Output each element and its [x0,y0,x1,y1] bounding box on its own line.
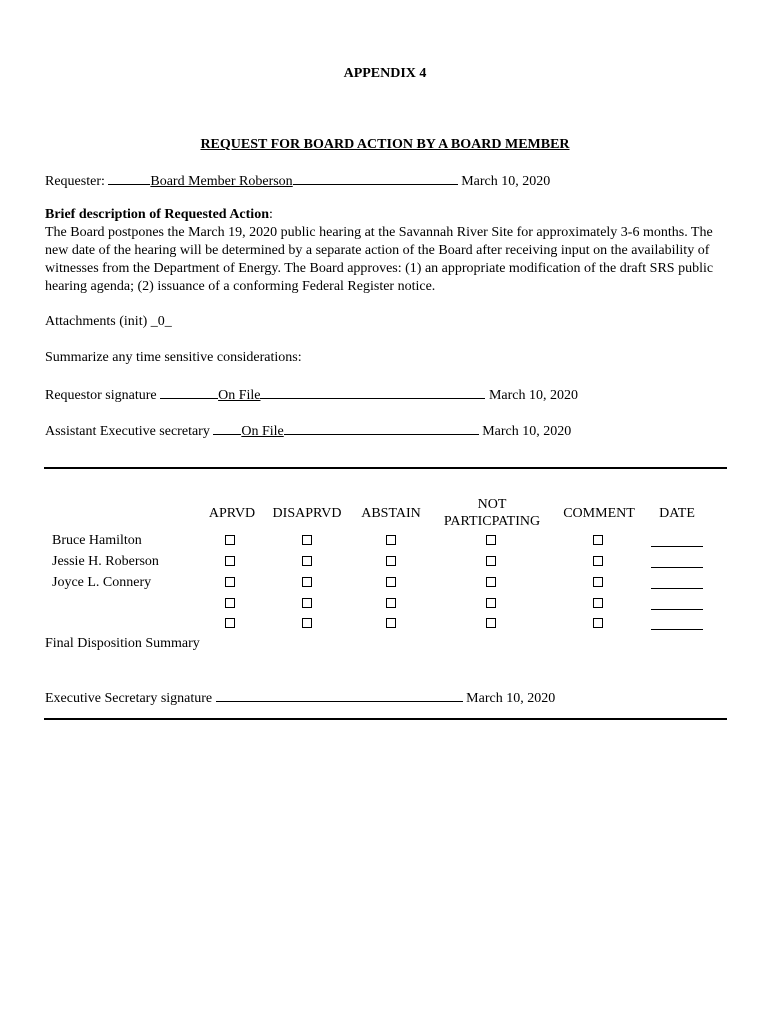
section-divider-top [44,467,727,469]
blank-line [108,172,150,185]
aprvd-checkbox[interactable] [225,535,235,545]
date-field[interactable] [651,629,703,630]
requester-label: Requester: [45,174,105,189]
requestor-signature-value[interactable]: On File [218,388,261,403]
requester-date: March 10, 2020 [461,174,551,189]
disaprvd-checkbox[interactable] [302,535,312,545]
comment-checkbox[interactable] [593,556,603,566]
exec-signature-label: Executive Secretary signature [45,691,213,706]
requester-name[interactable]: Board Member Roberson [150,174,293,189]
col-aprvd: APRVD [208,506,256,521]
disaprvd-checkbox[interactable] [302,618,312,628]
abstain-checkbox[interactable] [386,577,396,587]
time-sensitive-line: Summarize any time sensitive considerations: [45,350,302,365]
blank-line [160,386,218,399]
aprvd-checkbox[interactable] [225,577,235,587]
aprvd-checkbox[interactable] [225,618,235,628]
disaprvd-checkbox[interactable] [302,556,312,566]
comment-checkbox[interactable] [593,577,603,587]
asst-exec-signature-line [45,422,571,440]
abstain-checkbox[interactable] [386,556,396,566]
member-name: Bruce Hamilton [52,533,142,548]
disaprvd-checkbox[interactable] [302,598,312,608]
brief-heading-line [45,207,273,223]
date-field[interactable] [651,609,703,610]
col-not-participating-line1: NOT [477,497,507,512]
aprvd-checkbox[interactable] [225,556,235,566]
col-date: DATE [659,506,695,521]
blank-line [260,386,485,399]
col-not-participating [432,496,552,530]
not-participating-checkbox[interactable] [486,577,496,587]
col-not-participating-line2: PARTICPATING [443,514,541,529]
requestor-signature-date: March 10, 2020 [488,388,579,403]
blank-line [293,172,458,185]
member-name: Jessie H. Roberson [52,554,159,569]
blank-line [213,422,241,435]
col-abstain: ABSTAIN [361,506,421,521]
page-title: REQUEST FOR BOARD ACTION BY A BOARD MEMBER [200,137,570,152]
not-participating-checkbox[interactable] [486,556,496,566]
appendix-heading: APPENDIX 4 [343,66,427,81]
not-participating-checkbox[interactable] [486,598,496,608]
section-divider-bottom [44,718,727,720]
exec-signature-date: March 10, 2020 [466,691,556,706]
abstain-checkbox[interactable] [386,598,396,608]
not-participating-checkbox[interactable] [486,535,496,545]
requestor-signature-line [45,386,578,404]
comment-checkbox[interactable] [593,598,603,608]
date-field[interactable] [651,588,703,589]
abstain-checkbox[interactable] [386,618,396,628]
exec-signature-line [45,689,555,707]
requestor-signature-label: Requestor signature [45,388,157,403]
final-disposition-label: Final Disposition Summary [45,636,200,651]
brief-heading: Brief description of Requested Action [45,207,269,222]
asst-exec-signature-label: Assistant Executive secretary [45,424,210,439]
asst-exec-signature-date: March 10, 2020 [482,424,572,439]
not-participating-checkbox[interactable] [486,618,496,628]
exec-signature-field[interactable] [216,689,463,702]
requester-line [45,172,550,190]
attachments-line: Attachments (init) _0_ [45,314,172,329]
disaprvd-checkbox[interactable] [302,577,312,587]
comment-checkbox[interactable] [593,535,603,545]
abstain-checkbox[interactable] [386,535,396,545]
brief-colon: : [268,207,273,222]
comment-checkbox[interactable] [593,618,603,628]
col-disaprvd: DISAPRVD [272,506,342,521]
col-comment: COMMENT [563,506,635,521]
date-field[interactable] [651,546,703,547]
member-name: Joyce L. Connery [52,575,152,590]
aprvd-checkbox[interactable] [225,598,235,608]
blank-line [284,422,479,435]
asst-exec-signature-value[interactable]: On File [241,424,284,439]
brief-description: The Board postpones the March 19, 2020 public hearing at the Savannah River Site for approximately 3-6 months. The new date of the hearing will be determined by a separate action of the Board after receiving input on the availability of witnesses from the Department of Energy. The Board approves: (1) an appropriate modification of the draft SRS public hearing agenda; (2) issuance of a conforming Federal Register notice. [45,225,714,294]
date-field[interactable] [651,567,703,568]
